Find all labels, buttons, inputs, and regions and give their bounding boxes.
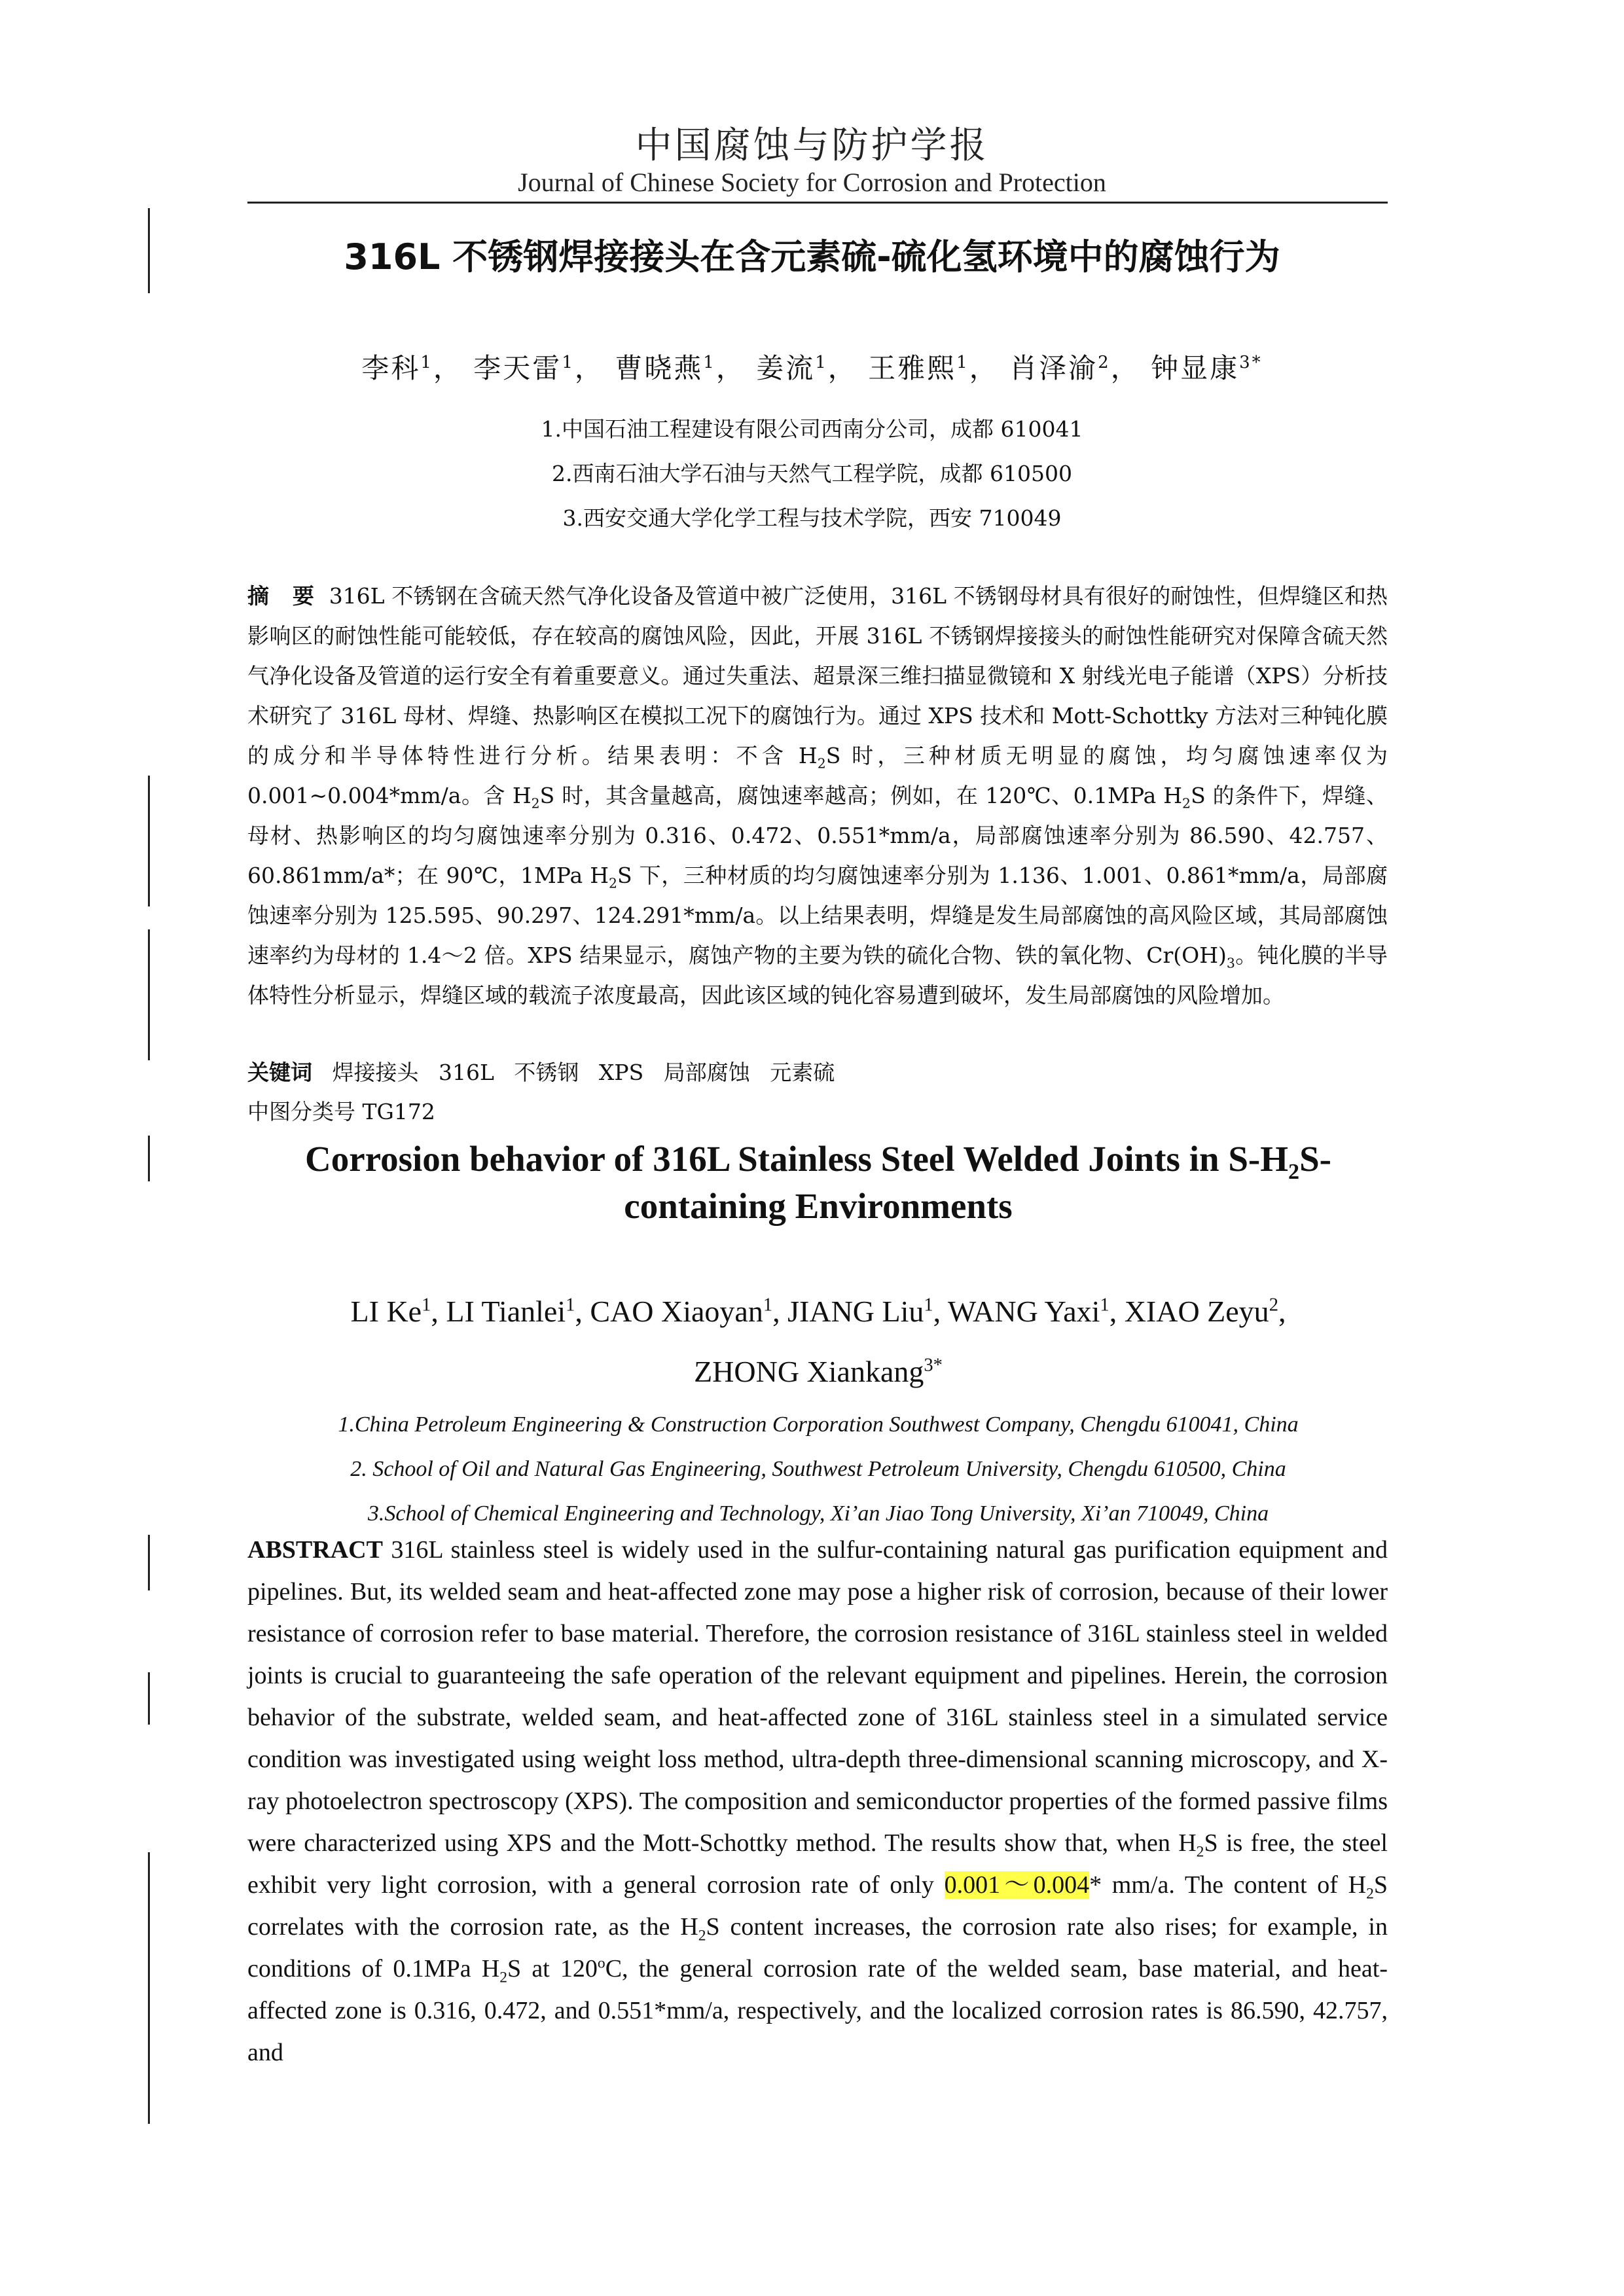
- author-name: 姜流: [756, 352, 816, 384]
- author-separator: ，: [715, 352, 746, 384]
- journal-name-cn: 中国腐蚀与防护学报: [635, 124, 989, 167]
- author-affil-mark: 1: [1100, 1295, 1110, 1316]
- change-bar: [148, 1535, 150, 1590]
- author-name: JIANG Liu: [787, 1295, 924, 1328]
- subscript: 2: [1288, 1160, 1300, 1184]
- subscript: 2: [609, 875, 618, 891]
- author-name: 曹晓燕: [615, 352, 704, 384]
- subscript: 2: [1196, 1843, 1204, 1861]
- author-affil-mark: 1: [763, 1295, 773, 1316]
- author-name: WANG Yaxi: [947, 1295, 1100, 1328]
- author-name: LI Ke: [350, 1295, 422, 1328]
- subscript: 2: [499, 1969, 508, 1986]
- abstract-text-cn: S 下，三种材质的均匀腐蚀速率分别为 1.136、1.001、0.861*mm/a，局部腐蚀速率分别为 125.595、90.297、124.291*mm/a。以上结果表明，焊缝是发生局部腐蚀的高风险区域，其局部腐蚀速率约为母材的 1.4～2 倍。XPS 结果显示，腐蚀产物的主要为铁的硫化合物、铁的氧化物、Cr(OH): [247, 863, 1388, 968]
- abstract-text-en: S correlates with the corrosion rate, as the H: [247, 1871, 1388, 1941]
- abstract-label-en: ABSTRACT: [247, 1536, 383, 1564]
- abstract-text-cn: 316L 不锈钢在含硫天然气净化设备及管道中被广泛使用，316L 不锈钢母材具有很好的耐蚀性，但焊缝区和热影响区的耐蚀性能可能较低，存在较高的腐蚀风险，因此，开展 316L 不锈钢焊接接头的耐蚀性能研究对保障含硫天然气净化设备及管道的运行安全有着重要意义。通过失重法、超景深三维扫描显微镜和 X 射线光电子能谱（XPS）分析技术研究了 316L 母材、焊缝、热影响区在模拟工况下的腐蚀行为。通过 XPS 技术和 Mott-Schottky 方法对三种钝化膜的成分和半导体特性进行分析。结果表明：不含 H: [247, 583, 1388, 768]
- author-affil-mark: 1: [956, 353, 969, 372]
- author-affil-mark: 1: [703, 353, 716, 372]
- subscript: 2: [1182, 795, 1191, 812]
- keyword: XPS: [598, 1060, 644, 1085]
- affiliation-en: 3.School of Chemical Engineering and Technology, Xi’an Jiao Tong University, Xi’an 710049, China: [367, 1501, 1269, 1526]
- change-bar: [148, 1672, 150, 1725]
- classification-code: TG172: [362, 1099, 435, 1124]
- author-affil-mark: 1: [420, 353, 433, 372]
- author-affil-mark: 2: [1269, 1295, 1278, 1316]
- subscript: 3: [1226, 955, 1235, 971]
- superscript: o: [597, 1954, 605, 1972]
- author-affil-mark: 1: [924, 1295, 933, 1316]
- author-affil-mark: 1: [562, 353, 575, 372]
- author-name: CAO Xiaoyan: [590, 1295, 763, 1328]
- abstract-text-en: C, the general corrosion rate of the welded seam, base material, and heat-affected zone is 0.316, 0.472, and 0.551*mm/a, respectively, and the localized corrosion rates is 86.590, 42.757, and: [247, 1955, 1388, 2066]
- affiliation-en: 2. School of Oil and Natural Gas Engineering, Southwest Petroleum University, Chengdu 610500, China: [350, 1457, 1286, 1481]
- abstract-text-cn: S 时，其含量越高，腐蚀速率越高；例如，在 120℃、0.1MPa H: [539, 783, 1183, 808]
- abstract-label-cn: 摘 要: [247, 583, 323, 609]
- classification-cn: [247, 1095, 1388, 1126]
- change-bar: [148, 929, 150, 1060]
- author-affil-mark: 1: [815, 353, 828, 372]
- abstract-text-cn: S 的条件下，焊缝、母材、热影响区的均匀腐蚀速率分别为 0.316、0.472、0.551*mm/a，局部腐蚀速率分别为 86.590、42.757、60.861mm/a*；在 90℃，1MPa H: [247, 783, 1388, 888]
- affiliation-cn: 1.中国石油工程建设有限公司西南分公司，成都 610041: [541, 416, 1083, 442]
- author-name: ZHONG Xiankang: [694, 1355, 924, 1388]
- author-name: LI Tianlei: [446, 1295, 566, 1328]
- keywords-label-cn: 关键词: [247, 1060, 312, 1085]
- affiliation-cn: 2.西南石油大学石油与天然气工程学院，成都 610500: [552, 461, 1072, 486]
- title-en-text: S-: [1299, 1139, 1331, 1179]
- paper-title-cn: 316L 不锈钢焊接接头在含元素硫-硫化氢环境中的腐蚀行为: [344, 236, 1280, 278]
- abstract-text-en: S content increases, the corrosion rate also rises; for example, in conditions of 0.1MPa H: [247, 1913, 1388, 1982]
- highlighted-value: 0.001～0.004: [944, 1871, 1090, 1899]
- keyword: 元素硫: [770, 1060, 835, 1085]
- author-separator: ，: [574, 352, 604, 384]
- abstract-text-en: S at 120: [507, 1955, 598, 1982]
- affiliation-cn: 3.西安交通大学化学工程与技术学院，西安 710049: [562, 505, 1062, 531]
- classification-label: 中图分类号: [247, 1099, 355, 1124]
- subscript: 2: [817, 755, 826, 772]
- author-affil-mark: 1: [566, 1295, 575, 1316]
- author-name: 钟显康: [1151, 352, 1240, 384]
- author-separator: ，: [827, 352, 857, 384]
- author-name: 肖泽渝: [1009, 352, 1098, 384]
- paper-title-en: [216, 1136, 1420, 1230]
- abstract-cn: [247, 576, 1388, 1015]
- subscript: 2: [698, 1927, 706, 1945]
- subscript: 2: [531, 795, 540, 812]
- author-affil-mark: 2: [1098, 353, 1111, 372]
- author-name: 李科: [361, 352, 421, 384]
- change-bar: [148, 1852, 150, 2124]
- abstract-text-en: * mm/a. The content of H: [1089, 1871, 1367, 1899]
- author-separator: ，: [433, 352, 463, 384]
- title-en-text: containing Environments: [624, 1186, 1013, 1226]
- header-rule: [247, 202, 1388, 204]
- abstract-text-en: S is free, the steel exhibit very light corrosion, with a general corrosion rate of only: [247, 1829, 1388, 1899]
- author-list-en: LI Ke$^1$, LI Tianlei$^1$, CAO Xiaoyan$^1$, JIANG Liu$^1$, WANG Yaxi$^1$, XIAO Zeyu$^2$, ZHONG Xiankang$^{3*}$: [350, 1295, 1286, 1388]
- author-list-cn: [0, 347, 1624, 386]
- title-en-text: Corrosion behavior of 316L Stainless Steel Welded Joints in S-H: [305, 1139, 1289, 1179]
- keyword: 局部腐蚀: [663, 1060, 750, 1085]
- abstract-text-en: 316L stainless steel is widely used in the sulfur-containing natural gas purification equipment and pipelines. But, its welded seam and heat-affected zone may pose a higher risk of corrosion, because of their lower resistance of corrosion refer to base material. Therefore, the corrosion resistance of 316L stainless steel in welded joints is crucial to guaranteeing the safe operation of the relevant equipment and pipelines. Herein, the corrosion behavior of the substrate, welded seam, and heat-affected zone of 316L stainless steel in a simulated service condition was investigated using weight loss method, ultra-depth three-dimensional scanning microscopy, and X-ray photoelectron spectroscopy (XPS). The composition and semiconductor properties of the formed passive films were characterized using XPS and the Mott-Schottky method. The results show that, when H: [247, 1536, 1388, 1857]
- abstract-text-cn: S 时，三种材质无明显的腐蚀，均匀腐蚀速率仅为 0.001~0.004*mm/a。含 H: [247, 743, 1388, 808]
- journal-name-en: Journal of Chinese Society for Corrosion and Protection: [518, 168, 1106, 197]
- author-affil-mark: 1: [422, 1295, 431, 1316]
- keyword: 焊接接头: [332, 1060, 419, 1085]
- subscript: 2: [1366, 1885, 1374, 1903]
- affiliation-en: 1.China Petroleum Engineering & Construction Corporation Southwest Company, Chengdu 610041, China: [338, 1412, 1299, 1437]
- author-separator: ，: [969, 352, 999, 384]
- keyword: 316L 不锈钢: [439, 1060, 579, 1085]
- author-affil-mark: 3*: [1239, 353, 1263, 372]
- author-affil-mark: 3*: [924, 1355, 943, 1376]
- author-separator: ，: [1110, 352, 1140, 384]
- author-name: 王雅熙: [868, 352, 957, 384]
- change-bar: [148, 1136, 150, 1181]
- author-name: 李天雷: [473, 352, 562, 384]
- abstract-text-cn: 。钝化膜的半导体特性分析显示，焊缝区域的载流子浓度最高，因此该区域的钝化容易遭到破坏，发生局部腐蚀的风险增加。: [247, 942, 1388, 1008]
- keywords-cn: [247, 1056, 1388, 1086]
- abstract-en: [247, 1529, 1388, 2073]
- author-name: XIAO Zeyu: [1124, 1295, 1269, 1328]
- change-bar: [148, 776, 150, 906]
